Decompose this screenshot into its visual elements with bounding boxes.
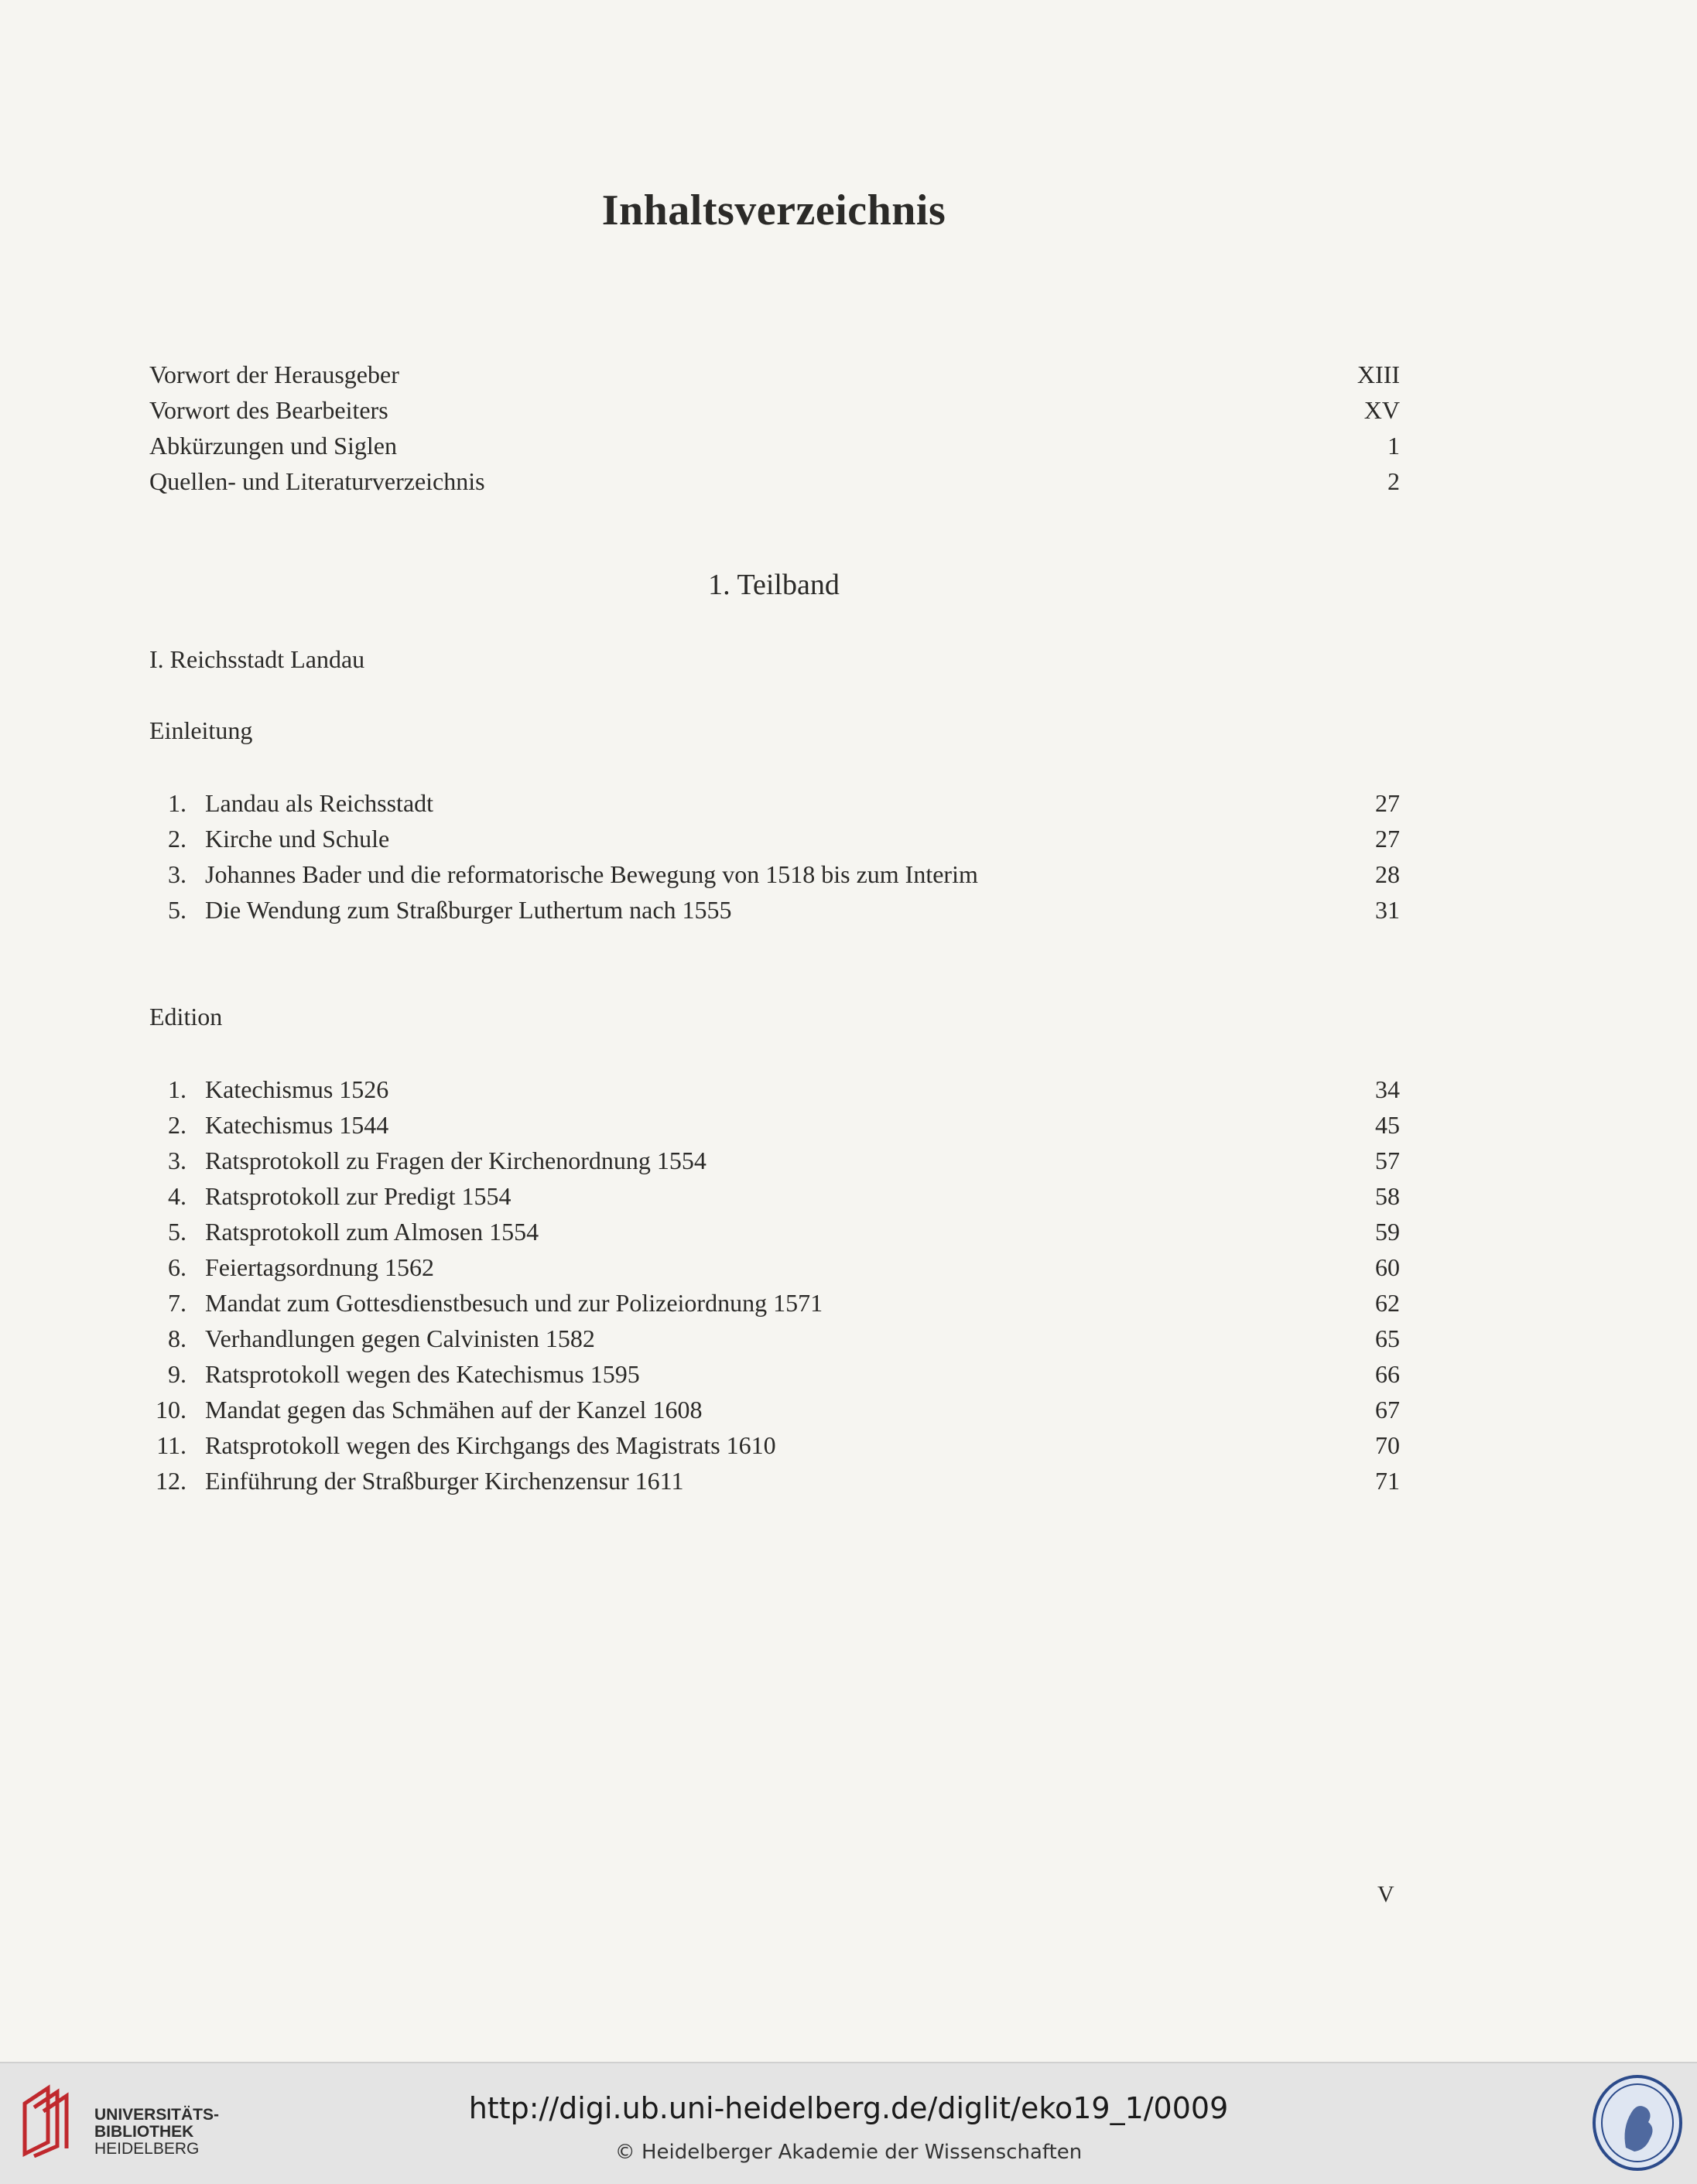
toc-entry-label: Ratsprotokoll zu Fragen der Kirchenordnung 1554 [205,1147,707,1174]
toc-entry-number: 10. [156,1396,186,1424]
toc-entry-page: 62 [1375,1289,1400,1317]
toc-entry-einleitung-2[interactable] [149,821,1400,856]
toc-entry-page: 65 [1375,1324,1400,1352]
toc-entry-number: 2. [168,1111,186,1139]
document-url-link[interactable]: http://digi.ub.uni-heidelberg.de/diglit/eko19_1/0009 [468,2091,1229,2125]
toc-entry-label: Vorwort des Bearbeiters [149,396,388,424]
toc-entry-page: 27 [1375,789,1400,817]
toc-entry-page: 66 [1375,1360,1400,1388]
toc-entry-label: Katechismus 1526 [205,1075,389,1103]
toc-entry-number: 11. [156,1431,186,1459]
logo-line: UNIVERSITÄTS- [94,2106,220,2124]
toc-entry-page: 60 [1375,1253,1400,1281]
toc-entry-number: 3. [168,860,186,888]
toc-entry-number: 7. [168,1289,186,1317]
toc-entry-number: 5. [168,1218,186,1246]
band-title: 1. Teilband [708,569,840,601]
toc-entry-edition-8[interactable] [149,1321,1400,1356]
toc-entry-page: 31 [1375,896,1400,924]
toc-entry-label: Ratsprotokoll zur Predigt 1554 [205,1182,511,1210]
toc-entry-page: 27 [1375,825,1400,853]
toc-entry-number: 6. [168,1253,186,1281]
toc-entry-einleitung-3[interactable] [149,856,1400,892]
toc-entry-page: 70 [1375,1431,1400,1459]
logo-line: BIBLIOTHEK [94,2123,194,2141]
toc-entry-einleitung-1[interactable] [149,785,1400,821]
toc-entry-number: 3. [168,1147,186,1174]
toc-entry-number: 12. [156,1467,186,1495]
toc-entry-number: 8. [168,1324,186,1352]
toc-entry-label: Katechismus 1544 [205,1111,389,1139]
toc-entry-number: 1. [168,1075,186,1103]
logo-line: HEIDELBERG [94,2140,200,2158]
toc-entry-label: Vorwort der Herausgeber [149,361,399,388]
toc-entry-edition-4[interactable] [149,1178,1400,1214]
toc-entry-quellen[interactable] [149,463,1400,499]
toc-entry-vorwort-bearbeiter[interactable] [149,392,1400,428]
toc-entry-edition-6[interactable] [149,1249,1400,1285]
toc-entry-page: XIII [1357,361,1400,388]
toc-entry-label: Johannes Bader und die reformatorische Bewegung von 1518 bis zum Interim [205,860,978,888]
academy-seal-icon[interactable] [1591,2074,1684,2172]
toc-entry-label: Mandat gegen das Schmähen auf der Kanzel 1608 [205,1396,703,1424]
toc-entry-page: 1 [1387,432,1400,460]
toc-entry-page: 2 [1387,467,1400,495]
toc-entry-label: Einführung der Straßburger Kirchenzensur 1611 [205,1467,684,1495]
toc-entry-page: 59 [1375,1218,1400,1246]
toc-entry-label: Die Wendung zum Straßburger Luthertum nach 1555 [205,896,732,924]
edition-heading: Edition [149,1003,223,1030]
toc-entry-page: 71 [1375,1467,1400,1495]
toc-entry-edition-5[interactable] [149,1214,1400,1249]
toc-entry-label: Quellen- und Literaturverzeichnis [149,467,485,495]
toc-entry-edition-3[interactable] [149,1143,1400,1178]
toc-entry-number: 4. [168,1182,186,1210]
toc-entry-label: Ratsprotokoll zum Almosen 1554 [205,1218,539,1246]
toc-entry-einleitung-5[interactable] [149,892,1400,928]
toc-entry-label: Feiertagsordnung 1562 [205,1253,434,1281]
toc-entry-label: Landau als Reichsstadt [205,789,434,817]
einleitung-heading: Einleitung [149,716,253,744]
toc-entry-page: 67 [1375,1396,1400,1424]
page-folio: V [1377,1882,1394,1907]
toc-entry-abkuerzungen[interactable] [149,428,1400,463]
toc-entry-edition-10[interactable] [149,1392,1400,1427]
toc-entry-label: Kirche und Schule [205,825,390,853]
toc-entry-page: 28 [1375,860,1400,888]
toc-entry-page: 45 [1375,1111,1400,1139]
toc-entry-label: Abkürzungen und Siglen [149,432,397,460]
toc-entry-number: 1. [168,789,186,817]
toc-entry-label: Ratsprotokoll wegen des Katechismus 1595 [205,1360,640,1388]
toc-entry-page: 57 [1375,1147,1400,1174]
footer-bar [0,2062,1697,2184]
toc-entry-label: Mandat zum Gottesdienstbesuch und zur Polizeiordnung 1571 [205,1289,823,1317]
part-title: I. Reichsstadt Landau [149,645,365,673]
toc-entry-edition-1[interactable] [149,1071,1400,1107]
toc-entry-vorwort-herausgeber[interactable] [149,357,1400,392]
toc-entry-number: 2. [168,825,186,853]
toc-entry-page: 34 [1375,1075,1400,1103]
toc-entry-label: Ratsprotokoll wegen des Kirchgangs des Magistrats 1610 [205,1431,776,1459]
toc-entry-edition-2[interactable] [149,1107,1400,1143]
toc-entry-page: XV [1363,396,1400,424]
toc-entry-page: 58 [1375,1182,1400,1210]
toc-entry-label: Verhandlungen gegen Calvinisten 1582 [205,1324,595,1352]
toc-entry-edition-9[interactable] [149,1356,1400,1392]
toc-entry-number: 9. [168,1360,186,1388]
copyright-notice: © Heidelberger Akademie der Wissenschaften [614,2141,1083,2164]
page-title: Inhaltsverzeichnis [601,186,946,234]
toc-entry-edition-7[interactable] [149,1285,1400,1321]
toc-entry-edition-12[interactable] [149,1463,1400,1499]
toc-entry-number: 5. [168,896,186,924]
toc-entry-edition-11[interactable] [149,1427,1400,1463]
